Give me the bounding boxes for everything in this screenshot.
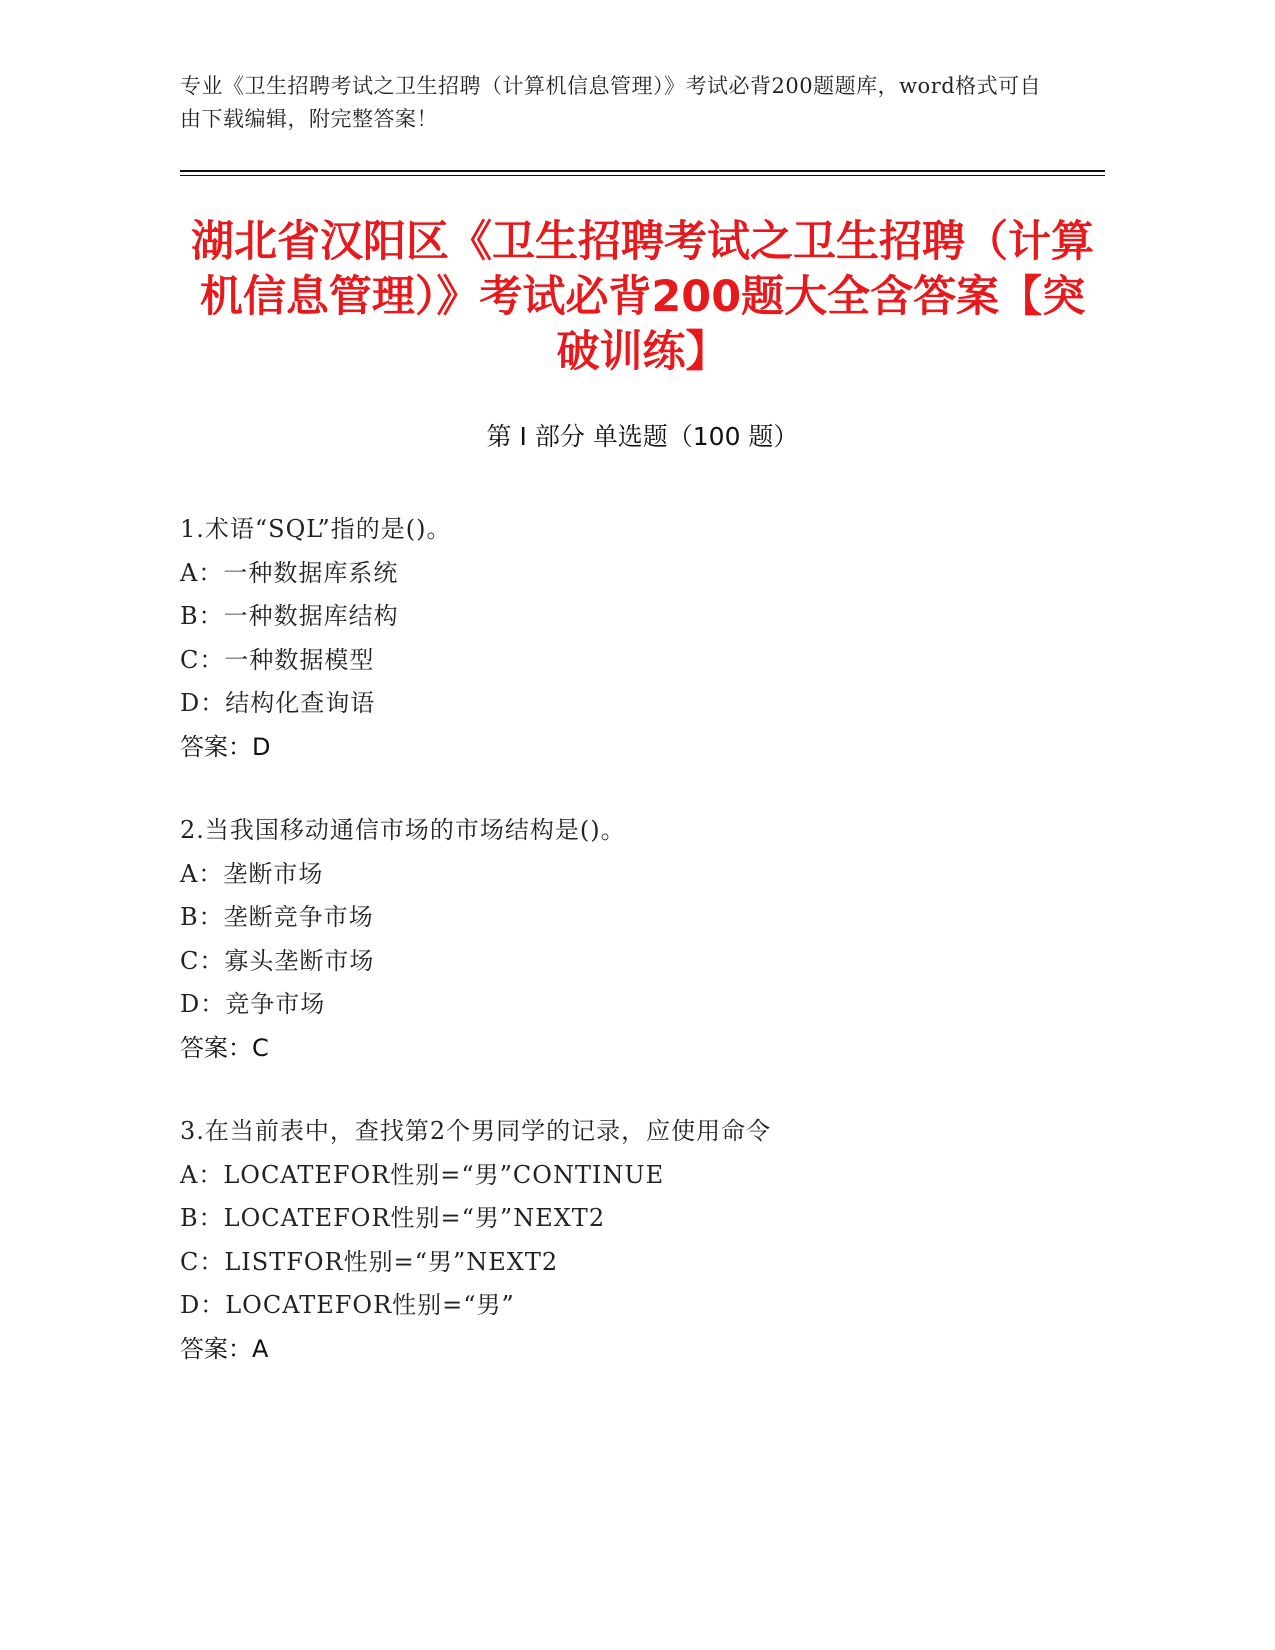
option-a: A：LOCATEFOR性别=“男”CONTINUE xyxy=(180,1160,665,1189)
option-d: D：竞争市场 xyxy=(180,990,326,1018)
option-c: C：一种数据模型 xyxy=(180,645,375,674)
question-1 xyxy=(180,508,1105,769)
header-note: 专业《卫生招聘考试之卫生招聘（计算机信息管理）》考试必背200题题库，word格式可自由下载编辑，附完整答案！ xyxy=(180,74,1042,131)
question-stem: 1.术语“SQL”指的是()。 xyxy=(180,515,452,543)
answer: 答案：D xyxy=(180,732,271,761)
header-divider xyxy=(180,170,1105,172)
option-d: D：结构化查询语 xyxy=(180,689,376,717)
option-c: C：寡头垄断市场 xyxy=(180,946,375,975)
option-a: A：一种数据库系统 xyxy=(180,558,399,587)
answer: 答案：C xyxy=(180,1033,269,1062)
option-b: B：一种数据库结构 xyxy=(180,602,399,630)
question-stem: 3.在当前表中，查找第2个男同学的记录，应使用命令 xyxy=(180,1117,772,1145)
question-2 xyxy=(180,809,1105,1070)
question-3 xyxy=(180,1110,1105,1371)
option-d: D：LOCATEFOR性别=“男” xyxy=(180,1291,515,1319)
option-a: A：垄断市场 xyxy=(180,859,324,888)
document-title: 湖北省汉阳区《卫生招聘考试之卫生招聘（计算机信息管理）》考试必背200题大全含答案【突破训练】 xyxy=(191,217,1094,377)
header-divider-thin xyxy=(180,175,1105,176)
option-b: B：LOCATEFOR性别=“男”NEXT2 xyxy=(180,1204,606,1232)
section-title: 第 I 部分 单选题（100 题） xyxy=(486,422,799,451)
question-list xyxy=(180,508,1105,1411)
option-c: C：LISTFOR性别=“男”NEXT2 xyxy=(180,1247,559,1276)
question-stem: 2.当我国移动通信市场的市场结构是()。 xyxy=(180,816,626,844)
option-b: B：垄断竞争市场 xyxy=(180,903,374,931)
answer: 答案：A xyxy=(180,1334,269,1363)
